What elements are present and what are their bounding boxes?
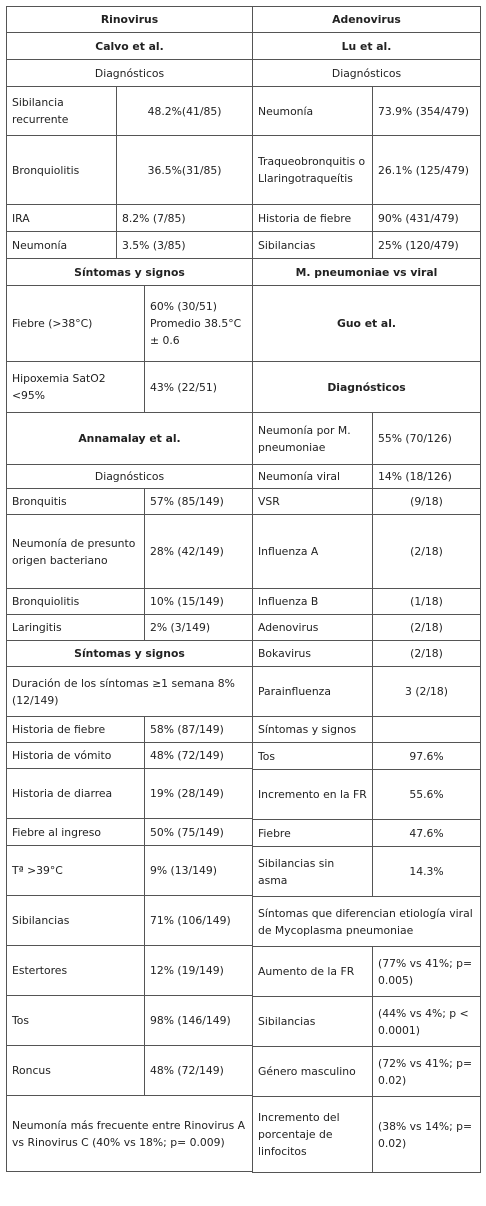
row-label: Historia de diarrea [7,769,145,819]
rinovirus-footer-note: Neumonía más frecuente entre Rinovirus A vs Rinovirus C (40% vs 18%; p= 0.009) [7,1096,253,1172]
table-row [253,413,481,465]
row-value: (77% vs 41%; p= 0.005) [373,947,481,997]
row-label: Sibilancias sin asma [253,847,373,897]
rinovirus-heading: Rinovirus [7,7,253,33]
row-value: 55% (70/126) [373,413,481,465]
calvo-signs-heading: Síntomas y signos [7,259,253,286]
calvo-diagnosticos-heading: Diagnósticos [7,60,253,87]
table-row [253,589,481,615]
row-value: 25% (120/479) [373,232,481,259]
table-row [253,947,481,997]
table-row [253,1097,481,1173]
table-row [7,286,253,362]
row-value: 3.5% (3/85) [117,232,253,259]
row-value: (2/18) [373,515,481,589]
row-label: Incremento del porcentaje de linfocitos [253,1097,373,1173]
row-value: (1/18) [373,589,481,615]
guo-diagnosticos-heading: Diagnósticos [253,362,481,413]
row-value: (38% vs 14%; p= 0.02) [373,1097,481,1173]
table-row [7,1046,253,1096]
row-value: 14% (18/126) [373,465,481,489]
table-row [253,641,481,667]
calvo-study-heading: Calvo et al. [7,33,253,60]
table-row [7,87,253,136]
table-row [253,847,481,897]
row-label: Parainfluenza [253,667,373,717]
table-row [7,362,253,413]
row-label: Traqueobronquitis o Llaringotraqueítis [253,136,373,205]
row-value: 19% (28/149) [145,769,253,819]
table-row [253,465,481,489]
table-header [6,6,480,59]
row-label: Laringitis [7,615,145,641]
table-row [7,232,253,259]
table-row [7,819,253,846]
table-row [7,996,253,1046]
mpneumoniae-vs-viral-heading: M. pneumoniae vs viral [253,259,481,286]
annamalay-study-heading: Annamalay et al. [7,413,253,465]
row-label: Roncus [7,1046,145,1096]
row-value: 90% (431/479) [373,205,481,232]
row-value: 97.6% [373,743,481,770]
table-row [253,820,481,847]
row-label: Sibilancias [253,997,373,1047]
table-row [253,997,481,1047]
row-label: VSR [253,489,373,515]
row-value: 14.3% [373,847,481,897]
row-value: 9% (13/149) [145,846,253,896]
row-label: Neumonía [253,87,373,136]
annamalay-diagnosticos-heading: Diagnósticos [7,465,253,489]
row-label: Adenovirus [253,615,373,641]
table-row [7,896,253,946]
row-label: IRA [7,205,117,232]
row-value: 57% (85/149) [145,489,253,515]
row-label: Neumonía de presunto origen bacteriano [7,515,145,589]
row-value: 12% (19/149) [145,946,253,996]
table-row [7,946,253,996]
row-label: Fiebre [253,820,373,847]
guo-study-heading: Guo et al. [253,286,481,362]
row-label: Fiebre al ingreso [7,819,145,846]
row-value: (2/18) [373,615,481,641]
table-row [253,489,481,515]
row-value: 60% (30/51) Promedio 38.5°C ± 0.6 [145,286,253,362]
row-value: 48.2%(41/85) [117,87,253,136]
row-value: (72% vs 41%; p= 0.02) [373,1047,481,1097]
differentiating-signs-heading: Síntomas que diferencian etiología viral de Mycoplasma pneumoniae [253,897,481,947]
row-value: 36.5%(31/85) [117,136,253,205]
row-label: Fiebre (>38°C) [7,286,145,362]
duration-note: Duración de los síntomas ≥1 semana 8% (12/149) [7,667,253,717]
row-value: 58% (87/149) [145,717,253,743]
row-label: Género masculino [253,1047,373,1097]
row-value: 48% (72/149) [145,1046,253,1096]
table-row [7,743,253,769]
table-row [253,232,481,259]
lu-diagnosticos-heading: Diagnósticos [253,60,481,87]
row-value: 26.1% (125/479) [373,136,481,205]
row-label: Historia de vómito [7,743,145,769]
table-row [253,515,481,589]
table-row [253,615,481,641]
row-label: Bronquiolitis [7,589,145,615]
table-row [253,1047,481,1097]
row-label: Bokavirus [253,641,373,667]
row-value: 48% (72/149) [145,743,253,769]
table-row [7,717,253,743]
row-label: Bronquiolitis [7,136,117,205]
row-value: 47.6% [373,820,481,847]
row-label: Tª >39°C [7,846,145,896]
row-value: 10% (15/149) [145,589,253,615]
rinovirus-column [6,59,252,1172]
row-value: 2% (3/149) [145,615,253,641]
table-row [7,136,253,205]
row-value: 71% (106/149) [145,896,253,946]
row-value: 50% (75/149) [145,819,253,846]
row-label: Bronquitis [7,489,145,515]
row-label: Incremento en la FR [253,770,373,820]
row-label: Sibilancias [253,232,373,259]
row-label: Aumento de la FR [253,947,373,997]
row-label: Influenza A [253,515,373,589]
table-row [7,515,253,589]
row-label: Sibilancias [7,896,145,946]
table-row [253,136,481,205]
table-row [253,743,481,770]
table-row [253,717,481,743]
row-value: 43% (22/51) [145,362,253,413]
row-label: Tos [7,996,145,1046]
row-label: Historia de fiebre [253,205,373,232]
row-label: Hipoxemia SatO2 <95% [7,362,145,413]
row-value: 73.9% (354/479) [373,87,481,136]
adenovirus-heading: Adenovirus [253,7,481,33]
table-row [7,589,253,615]
row-value: (44% vs 4%; p < 0.0001) [373,997,481,1047]
row-value: 8.2% (7/85) [117,205,253,232]
row-label: Neumonía viral [253,465,373,489]
adenovirus-column [252,59,480,1173]
annamalay-signs-heading: Síntomas y signos [7,641,253,667]
row-value: (2/18) [373,641,481,667]
table-row [7,489,253,515]
row-value: 98% (146/149) [145,996,253,1046]
row-value: 28% (42/149) [145,515,253,589]
row-label: Influenza B [253,589,373,615]
table-row [253,87,481,136]
row-label: Neumonía [7,232,117,259]
table-row [253,770,481,820]
table-row [7,769,253,819]
table-row [7,846,253,896]
guo-signs-heading: Síntomas y signos [253,717,373,743]
row-value: (9/18) [373,489,481,515]
row-label: Tos [253,743,373,770]
table-row [7,205,253,232]
row-value: 55.6% [373,770,481,820]
table-row [253,205,481,232]
table-row [253,667,481,717]
row-label: Historia de fiebre [7,717,145,743]
row-label: Sibilancia recurrente [7,87,117,136]
table-row [7,615,253,641]
row-label: Estertores [7,946,145,996]
row-label: Neumonía por M. pneumoniae [253,413,373,465]
row-value: 3 (2/18) [373,667,481,717]
lu-study-heading: Lu et al. [253,33,481,60]
